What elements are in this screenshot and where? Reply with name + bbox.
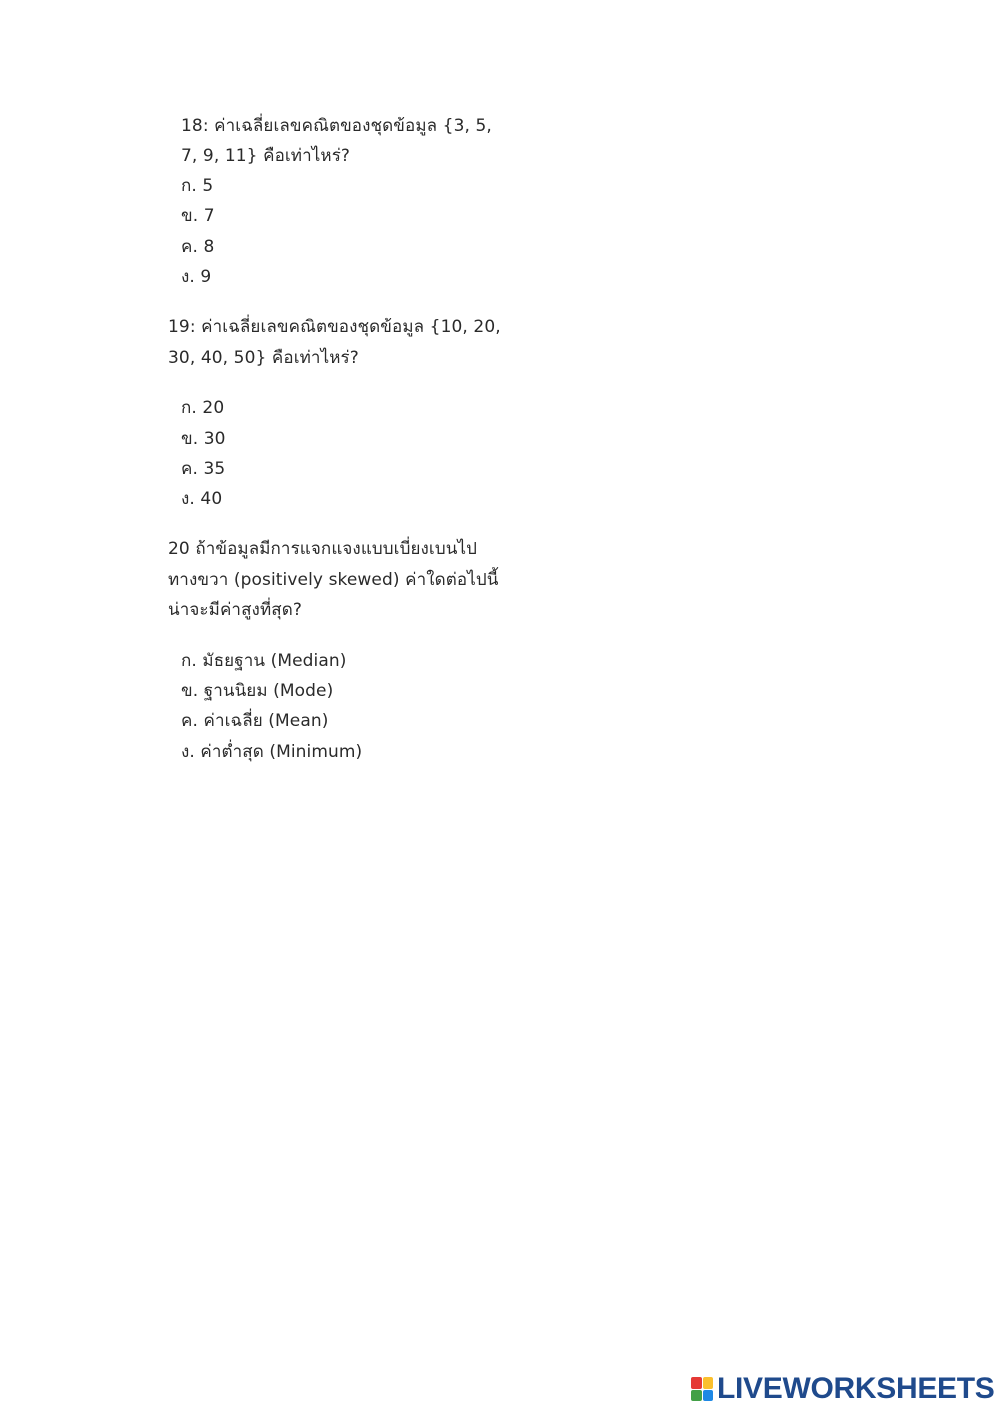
logo-square-red (691, 1377, 702, 1389)
question-18-option-d[interactable]: ง. 9 (181, 267, 212, 287)
liveworksheets-mark-icon (691, 1377, 713, 1401)
question-19-option-a[interactable]: ก. 20 (181, 398, 225, 418)
question-20-text-line-2: ทางขวา (positively skewed) ค่าใดต่อไปนี้ (168, 570, 499, 590)
question-20-option-c[interactable]: ค. ค่าเฉลี่ย (Mean) (181, 711, 329, 731)
liveworksheets-logo (691, 1374, 995, 1404)
question-19-option-d[interactable]: ง. 40 (181, 489, 223, 509)
question-20-text-line-3: น่าจะมีค่าสูงที่สุด? (168, 600, 303, 620)
question-20-option-a[interactable]: ก. มัธยฐาน (Median) (181, 651, 347, 671)
question-18-text-line-2: 7, 9, 11} คือเท่าไหร่? (181, 146, 351, 166)
question-20-option-b[interactable]: ข. ฐานนิยม (Mode) (181, 681, 334, 701)
question-18-option-b[interactable]: ข. 7 (181, 206, 215, 226)
question-20-option-d[interactable]: ง. ค่าต่ำสุด (Minimum) (181, 742, 363, 762)
logo-square-blue (703, 1390, 714, 1402)
question-19-text-line-2: 30, 40, 50} คือเท่าไหร่? (168, 348, 359, 368)
question-19-option-b[interactable]: ข. 30 (181, 429, 226, 449)
question-18-option-a[interactable]: ก. 5 (181, 176, 214, 196)
logo-square-yellow (703, 1377, 714, 1389)
question-20-text-line-1: 20 ถ้าข้อมูลมีการแจกแจงแบบเบี่ยงเบนไป (168, 539, 478, 559)
brand-name: LIVEWORKSHEETS (717, 1372, 995, 1405)
question-19-text-line-1: 19: ค่าเฉลี่ยเลขคณิตของชุดข้อมูล {10, 20, (168, 317, 501, 337)
question-18-option-c[interactable]: ค. 8 (181, 237, 215, 257)
question-18-text-line-1: 18: ค่าเฉลี่ยเลขคณิตของชุดข้อมูล {3, 5, (181, 116, 492, 136)
question-19-option-c[interactable]: ค. 35 (181, 459, 226, 479)
logo-square-green (691, 1390, 702, 1402)
